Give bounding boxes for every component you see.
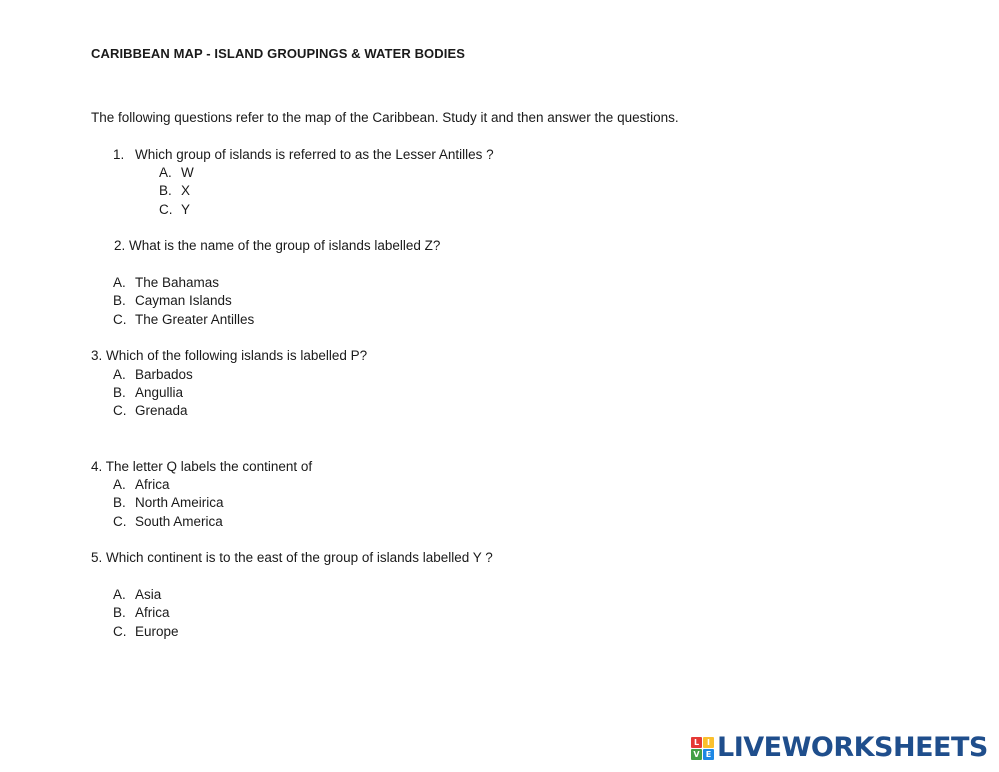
question-1-text bbox=[113, 147, 494, 163]
liveworksheets-logo-icon bbox=[691, 737, 714, 760]
question-4-option-c[interactable] bbox=[113, 514, 223, 530]
option-letter: A. bbox=[113, 367, 126, 382]
option-text: The Bahamas bbox=[135, 275, 220, 290]
option-letter: B. bbox=[113, 293, 126, 308]
option-text: Asia bbox=[135, 587, 162, 602]
logo-text: LIVEWORKSHEETS bbox=[717, 732, 988, 763]
option-letter: B. bbox=[113, 605, 126, 620]
question-3-option-c[interactable] bbox=[113, 403, 188, 419]
option-text: North Ameirica bbox=[135, 495, 224, 510]
option-text: Grenada bbox=[135, 403, 188, 418]
question-4-option-b[interactable] bbox=[113, 495, 224, 511]
question-1-option-b[interactable] bbox=[159, 183, 190, 199]
logo-mark-cell: L bbox=[691, 737, 702, 748]
question-5-option-b[interactable] bbox=[113, 605, 170, 621]
liveworksheets-logo bbox=[691, 733, 988, 763]
question-4-option-a[interactable] bbox=[113, 477, 170, 493]
question-3-option-b[interactable] bbox=[113, 385, 183, 401]
option-letter: A. bbox=[113, 477, 126, 492]
page-title: CARIBBEAN MAP - ISLAND GROUPINGS & WATER BODIES bbox=[91, 46, 466, 61]
option-text: Europe bbox=[135, 624, 179, 639]
question-2-option-a[interactable] bbox=[113, 275, 219, 291]
question-1-number: 1. bbox=[113, 147, 125, 162]
question-1-option-c[interactable] bbox=[159, 202, 190, 218]
intro-text: The following questions refer to the map of the Caribbean. Study it and then answer the questions. bbox=[91, 110, 679, 125]
question-2-option-c[interactable] bbox=[113, 312, 254, 328]
option-letter: B. bbox=[113, 385, 126, 400]
option-letter: B. bbox=[159, 183, 172, 198]
option-text: The Greater Antilles bbox=[135, 312, 255, 327]
option-letter: A. bbox=[113, 275, 126, 290]
option-text: Y bbox=[181, 202, 191, 217]
logo-mark-cell: V bbox=[691, 749, 702, 760]
question-3-option-a[interactable] bbox=[113, 367, 193, 383]
option-text: Angullia bbox=[135, 385, 184, 400]
option-text: W bbox=[181, 165, 194, 180]
option-letter: C. bbox=[159, 202, 173, 217]
option-letter: C. bbox=[113, 312, 127, 327]
option-text: Africa bbox=[135, 477, 170, 492]
logo-mark-cell: I bbox=[703, 737, 714, 748]
option-text: Barbados bbox=[135, 367, 193, 382]
question-5-option-a[interactable] bbox=[113, 587, 161, 603]
option-text: X bbox=[181, 183, 191, 198]
question-4-text: 4. The letter Q labels the continent of bbox=[91, 459, 313, 474]
option-letter: A. bbox=[113, 587, 126, 602]
option-text: Africa bbox=[135, 605, 170, 620]
question-2-option-b[interactable] bbox=[113, 293, 232, 309]
question-1-prompt: Which group of islands is referred to as the Lesser Antilles ? bbox=[135, 147, 494, 162]
question-5-option-c[interactable] bbox=[113, 624, 179, 640]
question-3-text: 3. Which of the following islands is labelled P? bbox=[91, 348, 368, 363]
option-text: Cayman Islands bbox=[135, 293, 232, 308]
question-2-text: 2. What is the name of the group of islands labelled Z? bbox=[114, 238, 441, 253]
logo-mark-cell: E bbox=[703, 749, 714, 760]
option-letter: C. bbox=[113, 514, 127, 529]
option-letter: C. bbox=[113, 403, 127, 418]
option-text: South America bbox=[135, 514, 223, 529]
question-1-option-a[interactable] bbox=[159, 165, 194, 181]
option-letter: B. bbox=[113, 495, 126, 510]
question-5-text: 5. Which continent is to the east of the group of islands labelled Y ? bbox=[91, 550, 493, 565]
option-letter: A. bbox=[159, 165, 172, 180]
option-letter: C. bbox=[113, 624, 127, 639]
